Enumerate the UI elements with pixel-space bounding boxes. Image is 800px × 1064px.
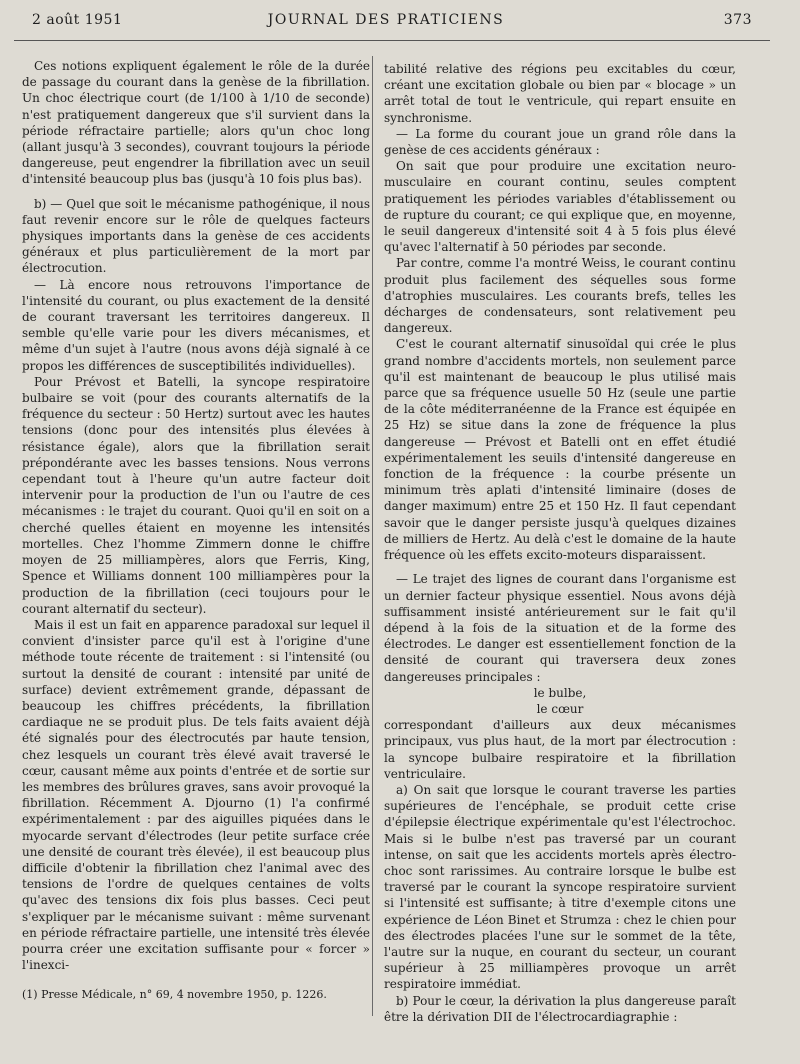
paragraph: — Le trajet des lignes de courant dans l'organisme est un dernier facteur physique essentiel. Nous avons déjà suffisamment insisté antérieurement sur le fait qu'il dépend à la fois de la situation et de la forme des électrodes. Le danger est essentiellement fonction de la densité de courant qui traversera deux zones dangereuses principales :	[384, 572, 736, 684]
paragraph: — Là encore nous retrouvons l'importance de l'intensité du courant, ou plus exactement de la densité de courant traversant les territoires dangereux. Il semble qu'elle varie pour les divers mécanismes, et même d'un sujet à l'autre (nous avons déjà signalé à ce propos les différences de susceptibilités individuelles).	[22, 277, 370, 373]
running-header	[20, 12, 752, 36]
page-number: 373	[723, 12, 752, 28]
column-divider	[372, 56, 373, 1016]
paragraph: Mais il est un fait en apparence paradoxal sur lequel il convient d'insister parce qu'il est à l'origine d'une méthode toute récente de traitement : si l'intensité (ou surtout la densité de courant : intensité par unité de surface) devient extrêmement grande, dépassant de beaucoup les chiffres précédents, la fibrillation cardiaque ne se produit plus. De tels faits avaient déjà été signalés pour des électrocutés par haute tension, chez lesquels un courant très élevé avait traversé le cœur, causant même aux points d'entrée et de sortie sur les membres des brûlures graves, sans avoir provoqué la fibrillation. Récemment A. Djourno (1) l'a confirmé expérimentalement : par des aiguilles piquées dans le myocarde servant d'électrodes (leur petite surface crée une densité de courant très élevée), il est beaucoup plus difficile d'obtenir la fibrillation chez l'animal avec des tensions de l'ordre de quelques centaines de volts qu'avec des tensions dix fois plus basses. Ceci peut s'expliquer par le mécanisme suivant : même survenant en période réfractaire partielle, une intensité très élevée pourra créer une excitation suffisante pour « forcer » l'inexci-	[22, 617, 370, 973]
paragraph: On sait que pour produire une excitation neuro-musculaire en courant continu, seules comptent pratiquement les périodes variables d'établissement ou de rupture du courant; ce qui explique que, en moyenne, le seuil dangereux d'intensité soit 4 à 5 fois plus élevé qu'avec l'alternatif à 50 périodes par seconde.	[384, 159, 736, 255]
paragraph: Pour Prévost et Batelli, la syncope respiratoire bulbaire se voit (pour des courants alternatifs de la fréquence du secteur : 50 Hertz) surtout avec les hautes tensions (donc pour des intensités plus élevées à résistance égale), alors que la fibrillation serait prépondérante avec les basses tensions. Nous verrons cependant tout à l'heure qu'un autre facteur doit intervenir pour la production de l'un ou l'autre de ces mécanismes : le trajet du courant. Quoi qu'il en soit on a cherché quelles étaient en moyenne les intensités mortelles. Chez l'homme Zimmern donne le chiffre moyen de 25 milliampères, alors que Ferris, King, Spence et Williams donnent 100 milliampères pour la production de la fibrillation (ceci toujours pour le courant alternatif du secteur).	[22, 374, 370, 616]
footnote: (1) Presse Médicale, n° 69, 4 novembre 1950, p. 1226.	[22, 988, 327, 1001]
list-item: le bulbe,	[533, 685, 587, 700]
paragraph: correspondant d'ailleurs aux deux mécanismes principaux, vus plus haut, de la mort par électrocution : la syncope bulbaire respiratoire et la fibrillation ventriculaire.	[384, 718, 736, 781]
paragraph: b) — Quel que soit le mécanisme pathogénique, il nous faut revenir encore sur le rôle de quelques facteurs physiques importants dans la genèse de ces accidents généraux et plus particulièrement de la mort par électrocution.	[22, 196, 370, 276]
header-date: 2 août 1951	[32, 12, 123, 28]
paragraph: C'est le courant alternatif sinusoïdal qui crée le plus grand nombre d'accidents mortels, non seulement parce qu'il est maintenant de beaucoup le plus utilisé mais parce que sa fréquence usuelle 50 Hz (seule une partie de la côte méditerranéenne de la France est équipée en 25 Hz) se situe dans la zone de fréquence la plus dangereuse — Prévost et Batelli ont en effet étudié expérimentalement les seuils d'intensité dangereuse en fonction de la fréquence : la courbe présente un minimum très aplati d'intensité liminaire (doses de danger maximum) entre 25 et 150 Hz. Il faut cependant savoir que le danger persiste jusqu'à quelques dizaines de milliers de Hertz. Au delà c'est le domaine de la haute fréquence où les effets excito-moteurs disparaissent.	[384, 337, 736, 563]
journal-title: JOURNAL DES PRATICIENS	[267, 12, 505, 28]
paragraph: tabilité relative des régions peu excitables du cœur, créant une excitation globale ou bien par « blocage » un arrêt total de tout le ventricule, qui repart ensuite en synchronisme.	[384, 62, 736, 125]
header-rule	[14, 40, 770, 41]
paragraph: a) On sait que lorsque le courant traverse les parties supérieures de l'encéphale, se produit cette crise d'épilepsie électrique expérimentale qu'est l'électrochoc. Mais si le bulbe n'est pas traversé par un courant intense, on sait que les accidents mortels après électro-choc sont rarissimes. Au contraire lorsque le bulbe est traversé par le courant la syncope respiratoire survient si l'intensité est suffisante; à titre d'exemple citons une expérience de Léon Binet et Strumza : chez le chien pour des électrodes placées l'une sur le sommet de la tête, l'autre sur la nuque, en courant du secteur, un courant supérieur à 25 milliampères provoque un arrêt respiratoire immédiat.	[384, 782, 736, 992]
left-column	[22, 58, 370, 973]
paragraph: Par contre, comme l'a montré Weiss, le courant continu produit plus facilement des séquelles sous forme d'atrophies musculaires. Les courants brefs, telles les décharges de condensateurs, sont relativement peu dangereux.	[384, 256, 736, 336]
list-item: le cœur	[536, 701, 584, 716]
paragraph: b) Pour le cœur, la dérivation la plus dangereuse paraît être la dérivation DII de l'électrocardiagraphie :	[384, 993, 736, 1024]
paragraph: — La forme du courant joue un grand rôle dans la genèse de ces accidents généraux :	[384, 126, 736, 158]
right-column	[384, 61, 736, 1025]
paragraph: Ces notions expliquent également le rôle de la durée de passage du courant dans la genèse de la fibrillation. Un choc électrique court (de 1/100 à 1/10 de seconde) n'est pratiquement dangereux que s'il survient dans la période réfractaire partielle; alors qu'un choc long (allant jusqu'à 3 secondes), couvrant toujours la période dangereuse, peut engendrer la fibrillation avec un seuil d'intensité beaucoup plus bas (jusqu'à 10 fois plus bas).	[22, 59, 370, 187]
